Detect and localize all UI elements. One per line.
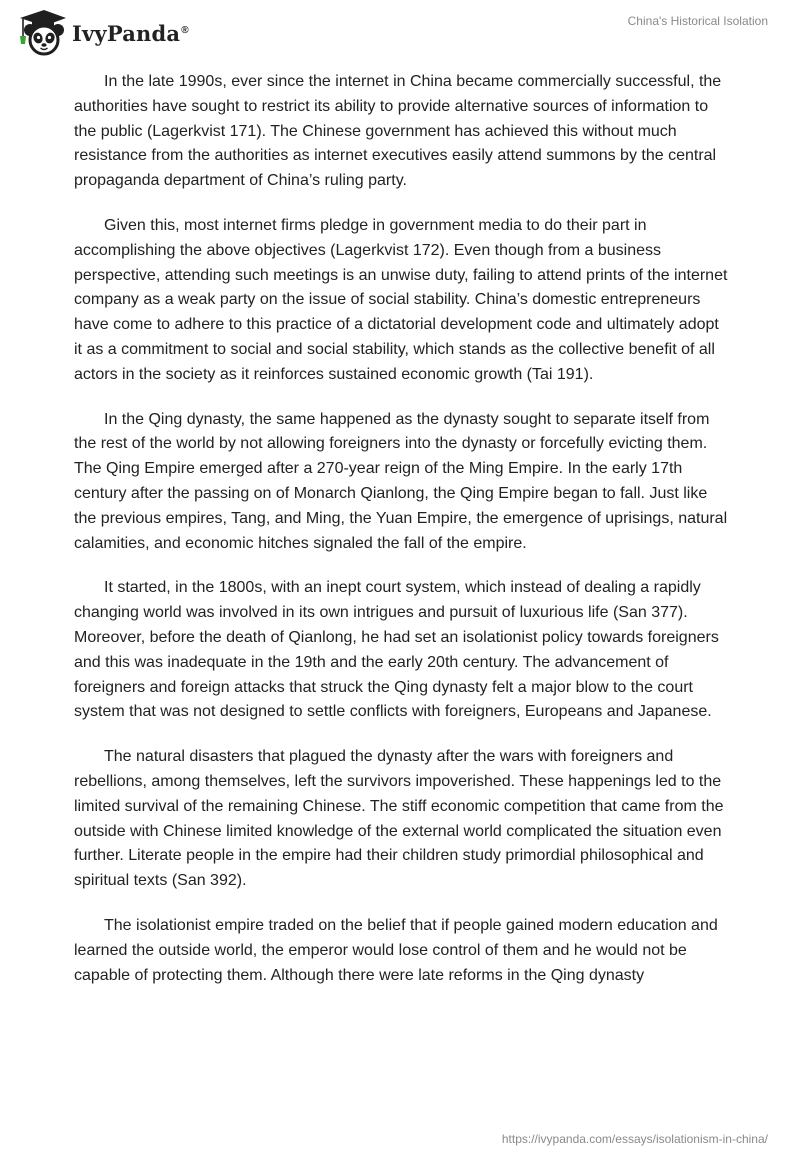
registered-mark: ®: [181, 24, 189, 36]
source-url[interactable]: https://ivypanda.com/essays/isolationism-in-china/: [501, 1132, 768, 1146]
essay-body: [74, 70, 730, 1008]
paragraph: The natural disasters that plagued the dynasty after the wars with foreigners and rebellions, among themselves, left the survivors impoverished. These happenings led to the limited survival of the remaining Chinese. The stiff economic competition that came from the outside with Chinese limited knowledge of the external world complicated the situation even further. Literate people in the empire had their children study primordial philosophical and spiritual texts (San 392).: [74, 748, 724, 890]
paragraph: Given this, most internet firms pledge in government media to do their part in accomplishing the above objectives (Lagerkvist 172). Even though from a business perspective, attending such meetings is an unwise duty, failing to attend prints of the internet company as a weak party on the issue of social stability. China’s domestic entrepreneurs have come to adhere to this practice of a dictatorial development code and ultimately adopt it as a commitment to social and social stability, which stands as the collective benefit of all actors in the society as it reinforces sustained economic growth (Tai 191).: [74, 216, 728, 383]
paragraph: The isolationist empire traded on the belief that if people gained modern education and learned the outside world, the emperor would lose control of them and he would not be capable of protecting them. Although there were late reforms in the Qing dynasty: [74, 916, 718, 984]
paragraph: In the late 1990s, ever since the internet in China became commercially successful, the authorities have sought to restrict its ability to provide alternative sources of information to the public (Lagerkvist 171). The Chinese government has achieved this without much resistance from the authorities as internet executives easily attend summons by the central propaganda department of China’s ruling party.: [74, 73, 722, 190]
panda-graduate-icon: [14, 8, 66, 56]
brand-name-text: IvyPanda: [72, 20, 181, 46]
brand-name: [72, 21, 189, 46]
page-header: [0, 0, 800, 64]
brand-logo[interactable]: [14, 8, 189, 56]
running-title: China's Historical Isolation: [627, 14, 768, 28]
paragraph: In the Qing dynasty, the same happened as the dynasty sought to separate itself from the rest of the world by not allowing foreigners into the dynasty or forcefully evicting them. The Qing Empire emerged after a 270-year reign of the Ming Empire. In the early 17th century after the passing on of Monarch Qianlong, the Qing Empire began to fall. Just like the previous empires, Tang, and Ming, the Yuan Empire, the emergence of uprisings, natural calamities, and economic hitches signaled the fall of the empire.: [74, 410, 728, 552]
paragraph: It started, in the 1800s, with an inept court system, which instead of dealing a rapidly changing world was involved in its own intrigues and pursuit of luxurious life (San 377). Moreover, before the death of Qianlong, he had set an isolationist policy towards foreigners and this was inadequate in the 19th and the early 20th century. The advancement of foreigners and foreign attacks that struck the Qing dynasty felt a major blow to the court system that was not designed to settle conflicts with foreigners, Europeans and Japanese.: [74, 579, 719, 721]
